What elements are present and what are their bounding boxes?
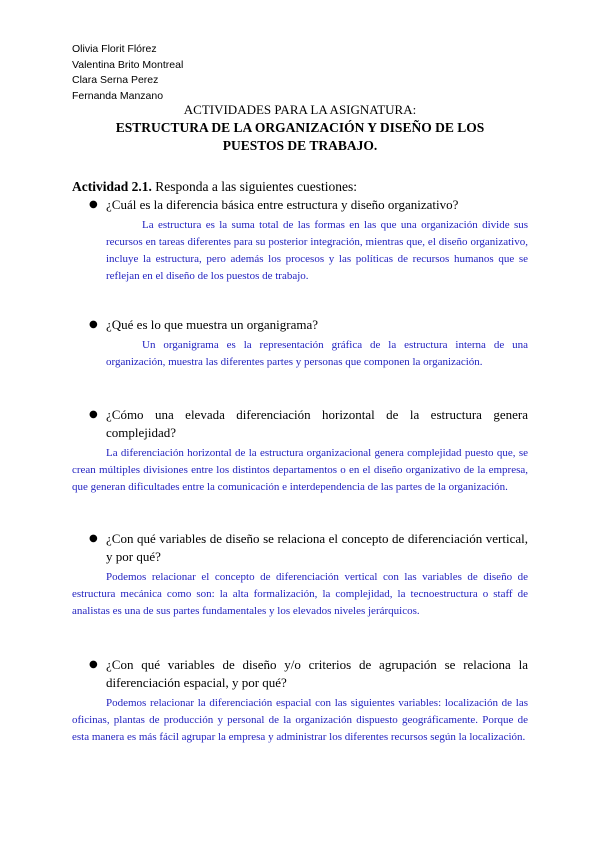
activity-instruction: Responda a las siguientes cuestiones: bbox=[151, 179, 357, 194]
bullet-icon: ● bbox=[89, 533, 98, 544]
author-name: Valentina Brito Montreal bbox=[72, 58, 184, 71]
bullet-icon: ● bbox=[89, 659, 98, 670]
question-block bbox=[72, 530, 528, 620]
answer-text: La diferenciación horizontal de la estructura organizacional genera complejidad puesto que, se crean múltiples divisiones entre los distintos departamentos o en el diseño organizativo de la empresa, que generan dificultades entre la comunicación e interdependencia de las partes de la organización. bbox=[72, 447, 528, 493]
question-block bbox=[72, 196, 528, 285]
question-text: ¿Con qué variables de diseño se relaciona el concepto de diferenciación vertical, y por qué? bbox=[106, 531, 528, 564]
answer-text: Podemos relacionar la diferenciación espacial con las siguientes variables: localización de las oficinas, plantas de producción y personal de la organización dispuesto geográficamente. Porque de esta manera es más fácil agrupar la empresa y administrar los diferentes recursos según la localización. bbox=[72, 697, 528, 743]
question bbox=[72, 530, 528, 566]
activity-label: Actividad 2.1. bbox=[72, 179, 152, 194]
question bbox=[72, 656, 528, 692]
activity-heading bbox=[72, 178, 357, 196]
author-name: Olivia Florit Flórez bbox=[72, 43, 157, 55]
question bbox=[72, 316, 528, 334]
question-block bbox=[72, 656, 528, 746]
answer-text: Un organigrama es la representación gráfica de la estructura interna de una organización, muestra las diferentes partes y personas que componen la organización. bbox=[106, 339, 528, 368]
question-text: ¿Cuál es la diferencia básica entre estructura y diseño organizativo? bbox=[106, 197, 459, 212]
question bbox=[72, 406, 528, 442]
author-list bbox=[72, 42, 183, 104]
subject-title-line: PUESTOS DE TRABAJO. bbox=[222, 138, 378, 153]
author-name: Fernanda Manzano bbox=[72, 89, 164, 102]
question-text: ¿Con qué variables de diseño y/o criterios de agrupación se relaciona la diferenciación espacial, y por qué? bbox=[106, 657, 528, 690]
header-line: ACTIVIDADES PARA LA ASIGNATURA: bbox=[183, 102, 417, 117]
document-header bbox=[72, 101, 528, 155]
question bbox=[72, 196, 528, 214]
bullet-icon: ● bbox=[89, 199, 98, 210]
bullet-icon: ● bbox=[89, 319, 98, 330]
author-name: Clara Serna Perez bbox=[72, 74, 159, 86]
question-text: ¿Cómo una elevada diferenciación horizontal de la estructura genera complejidad? bbox=[106, 407, 528, 440]
answer-text: Podemos relacionar el concepto de diferenciación vertical con las variables de diseño de estructura mecánica como son: la alta formalización, la complejidad, la tecnoestructura o staff de analistas es una de sus partes fundamentales y los elevados niveles jerárquicos. bbox=[72, 571, 528, 617]
question-block bbox=[72, 316, 528, 371]
subject-title-line: ESTRUCTURA DE LA ORGANIZACIÓN Y DISEÑO DE LOS bbox=[115, 120, 485, 135]
question-text: ¿Qué es lo que muestra un organigrama? bbox=[106, 317, 319, 332]
answer-text: La estructura es la suma total de las formas en las que una organización divide sus recursos en tareas diferentes para su posterior integración, mientras que, el diseño organizativo, incluye la estructura, pero además los procesos y las políticas de recursos humanos que se reflejan en el diseño de los puestos de trabajo. bbox=[106, 219, 528, 282]
question-block bbox=[72, 406, 528, 496]
bullet-icon: ● bbox=[89, 409, 98, 420]
